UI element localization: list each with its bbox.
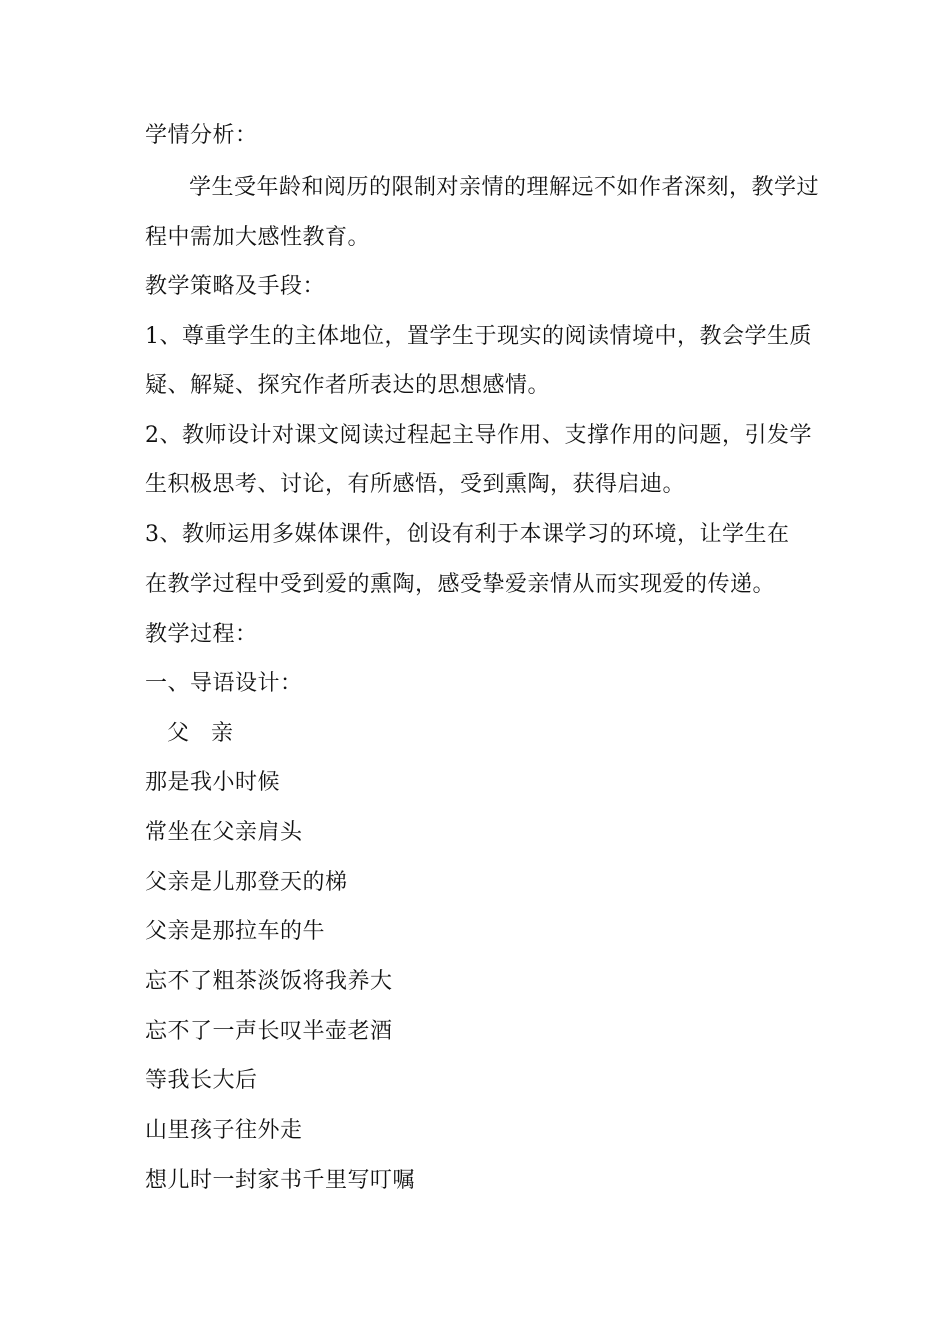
poem-line: 忘不了一声长叹半壶老酒: [145, 1019, 393, 1044]
strategy-item-1-line-2: 疑、解疑、探究作者所表达的思想感情。: [145, 373, 551, 398]
strategy-heading: 教学策略及手段：: [145, 274, 326, 299]
strategy-item-1-line-1: 1、尊重学生的主体地位，置学生于现实的阅读情境中，教会学生质: [145, 324, 812, 349]
poem-line: 那是我小时候: [145, 770, 281, 795]
strategy-item-2-line-2: 生积极思考、讨论，有所感悟，受到熏陶，获得启迪。: [145, 472, 686, 497]
analysis-paragraph-line-2: 程中需加大感性教育。: [145, 225, 371, 250]
poem-line: 常坐在父亲肩头: [145, 820, 303, 845]
poem-line: 忘不了粗茶淡饭将我养大: [145, 969, 393, 994]
poem-line: 父亲是儿那登天的梯: [145, 870, 348, 895]
poem-title-char-2: 亲: [211, 721, 234, 746]
analysis-heading: 学情分析：: [145, 123, 258, 148]
poem-title-char-1: 父: [167, 721, 190, 746]
poem-line: 父亲是那拉车的牛: [145, 919, 326, 944]
process-heading: 教学过程：: [145, 622, 258, 647]
strategy-item-3-line-2: 在教学过程中受到爱的熏陶，感受挚爱亲情从而实现爱的传递。: [145, 572, 776, 597]
poem-line: 想儿时一封家书千里写叮嘱: [145, 1168, 416, 1193]
intro-heading: 一、导语设计：: [145, 671, 303, 696]
strategy-item-2-line-1: 2、教师设计对课文阅读过程起主导作用、支撑作用的问题，引发学: [145, 423, 812, 448]
poem-title: [167, 719, 233, 749]
poem-line: 等我长大后: [145, 1068, 258, 1093]
analysis-paragraph-line-1: 学生受年龄和阅历的限制对亲情的理解远不如作者深刻，教学过: [189, 175, 820, 200]
strategy-item-3-line-1: 3、教师运用多媒体课件，创设有利于本课学习的环境，让学生在: [145, 522, 790, 547]
poem-line: 山里孩子往外走: [145, 1118, 303, 1143]
